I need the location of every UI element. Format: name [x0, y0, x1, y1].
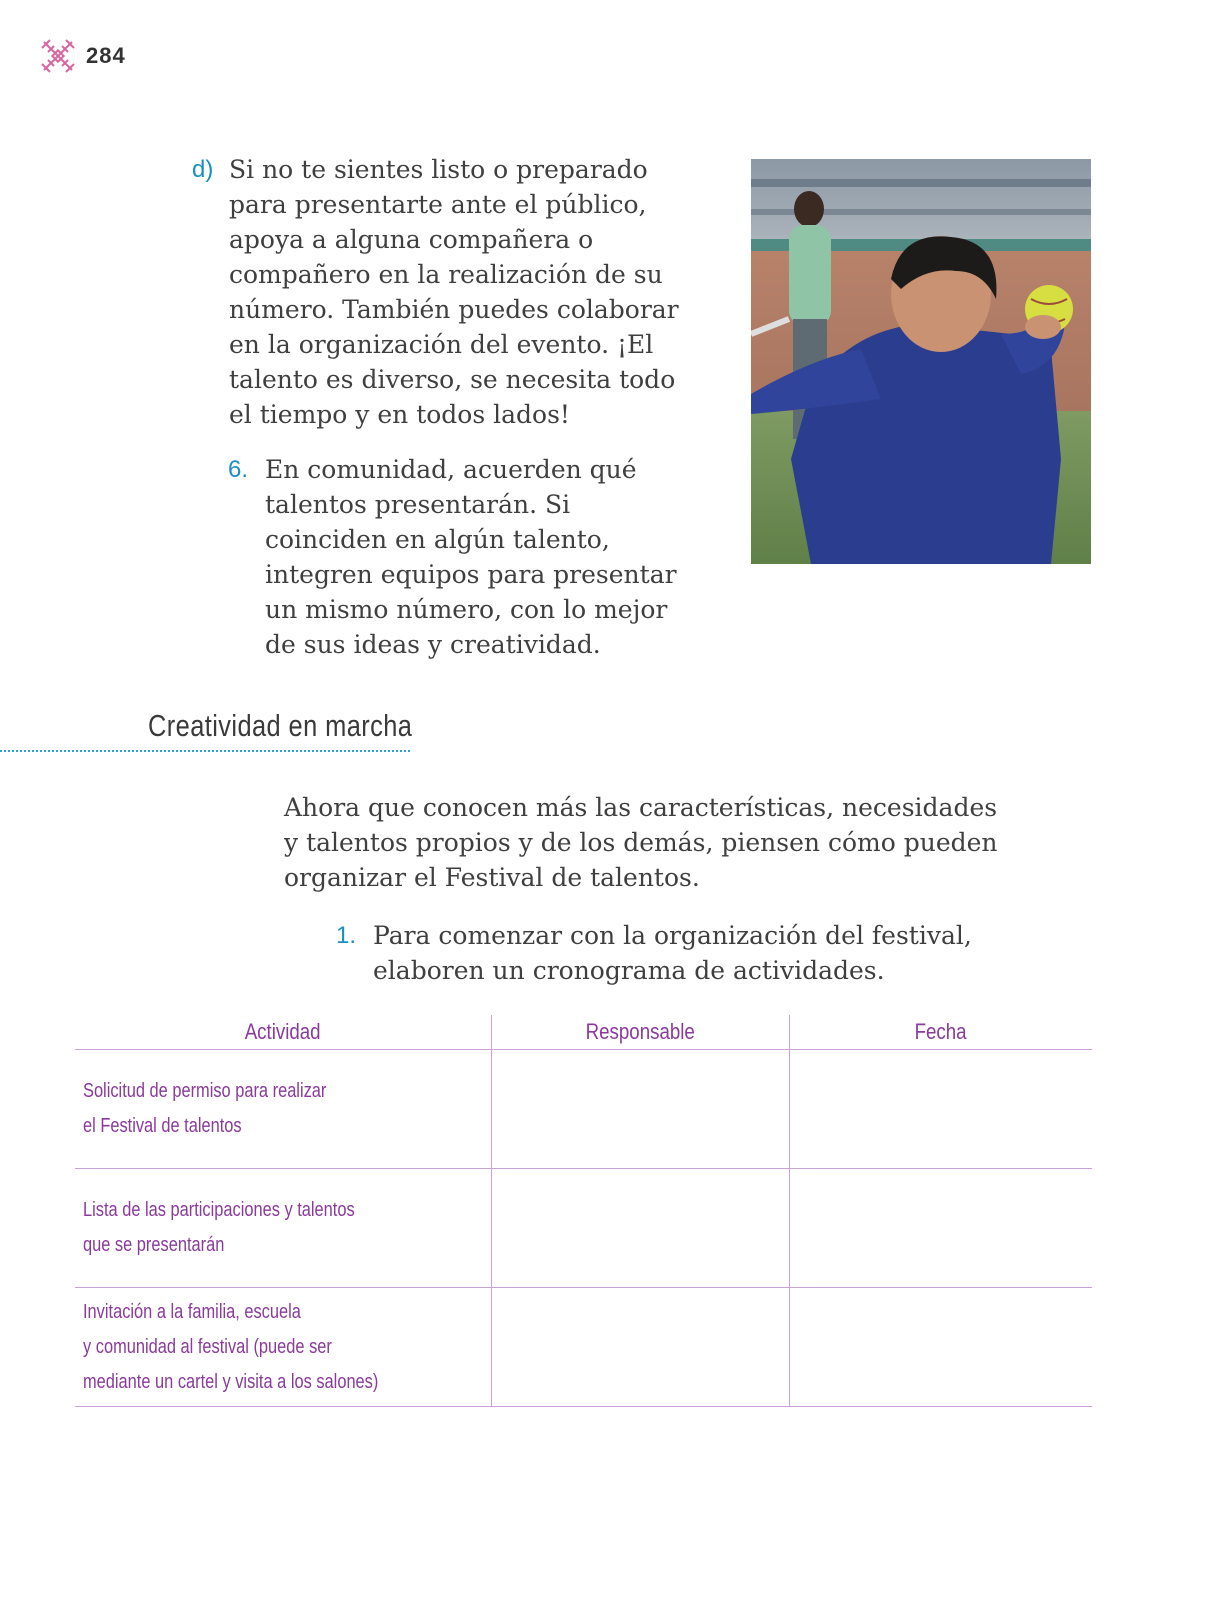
- section-divider: [0, 750, 410, 752]
- list-marker: 6.: [228, 456, 249, 483]
- page-header: [40, 38, 126, 74]
- date-cell[interactable]: [789, 1169, 1092, 1288]
- responsible-cell[interactable]: [492, 1288, 790, 1407]
- section-intro: Ahora que conocen más las características, necesidades y talentos propios y de los demás, piensen cómo pueden organizar el Festival de talentos.: [284, 793, 998, 892]
- responsible-cell[interactable]: [492, 1050, 790, 1169]
- column-header-activity: Actividad: [75, 1015, 492, 1050]
- list-item-text: Para comenzar con la organización del festival, elaboren un cronograma de actividades.: [373, 921, 972, 985]
- section-title: Creatividad en marcha: [148, 708, 413, 743]
- activity-cell: Invitación a la familia, escuela y comunidad al festival (puede ser mediante un cartel y visita a los salones): [75, 1288, 492, 1407]
- date-cell[interactable]: [789, 1288, 1092, 1407]
- responsible-cell[interactable]: [492, 1169, 790, 1288]
- list-item-text: En comunidad, acuerden qué talentos presentarán. Si coinciden en algún talento, integren equipos para presentar un mismo número, con lo mejor de sus ideas y creatividad.: [265, 455, 677, 659]
- table-row: [75, 1288, 1092, 1407]
- list-item-d: [192, 152, 692, 432]
- list-marker: 1.: [336, 922, 357, 949]
- table-row: [75, 1050, 1092, 1169]
- column-header-date: Fecha: [789, 1015, 1092, 1050]
- boy-throwing-ball-photo: [751, 159, 1091, 564]
- activity-cell: Lista de las participaciones y talentos que se presentarán: [75, 1169, 492, 1288]
- list-item-1: [336, 918, 1016, 988]
- schedule-table: [75, 1015, 1092, 1407]
- page-number: 284: [86, 43, 126, 68]
- activity-cell: Solicitud de permiso para realizar el Festival de talentos: [75, 1050, 492, 1169]
- ornament-icon: [40, 38, 76, 74]
- list-item-6: [228, 452, 698, 662]
- list-marker: d): [192, 156, 214, 183]
- column-header-responsible: Responsable: [492, 1015, 790, 1050]
- date-cell[interactable]: [789, 1050, 1092, 1169]
- table-header-row: [75, 1015, 1092, 1050]
- table-row: [75, 1169, 1092, 1288]
- list-item-text: Si no te sientes listo o preparado para presentarte ante el público, apoya a alguna compañera o compañero en la realización de su número. También puedes colaborar en la organización del evento. ¡El talento es diverso, se necesita todo el tiempo y en todos lados!: [229, 155, 679, 429]
